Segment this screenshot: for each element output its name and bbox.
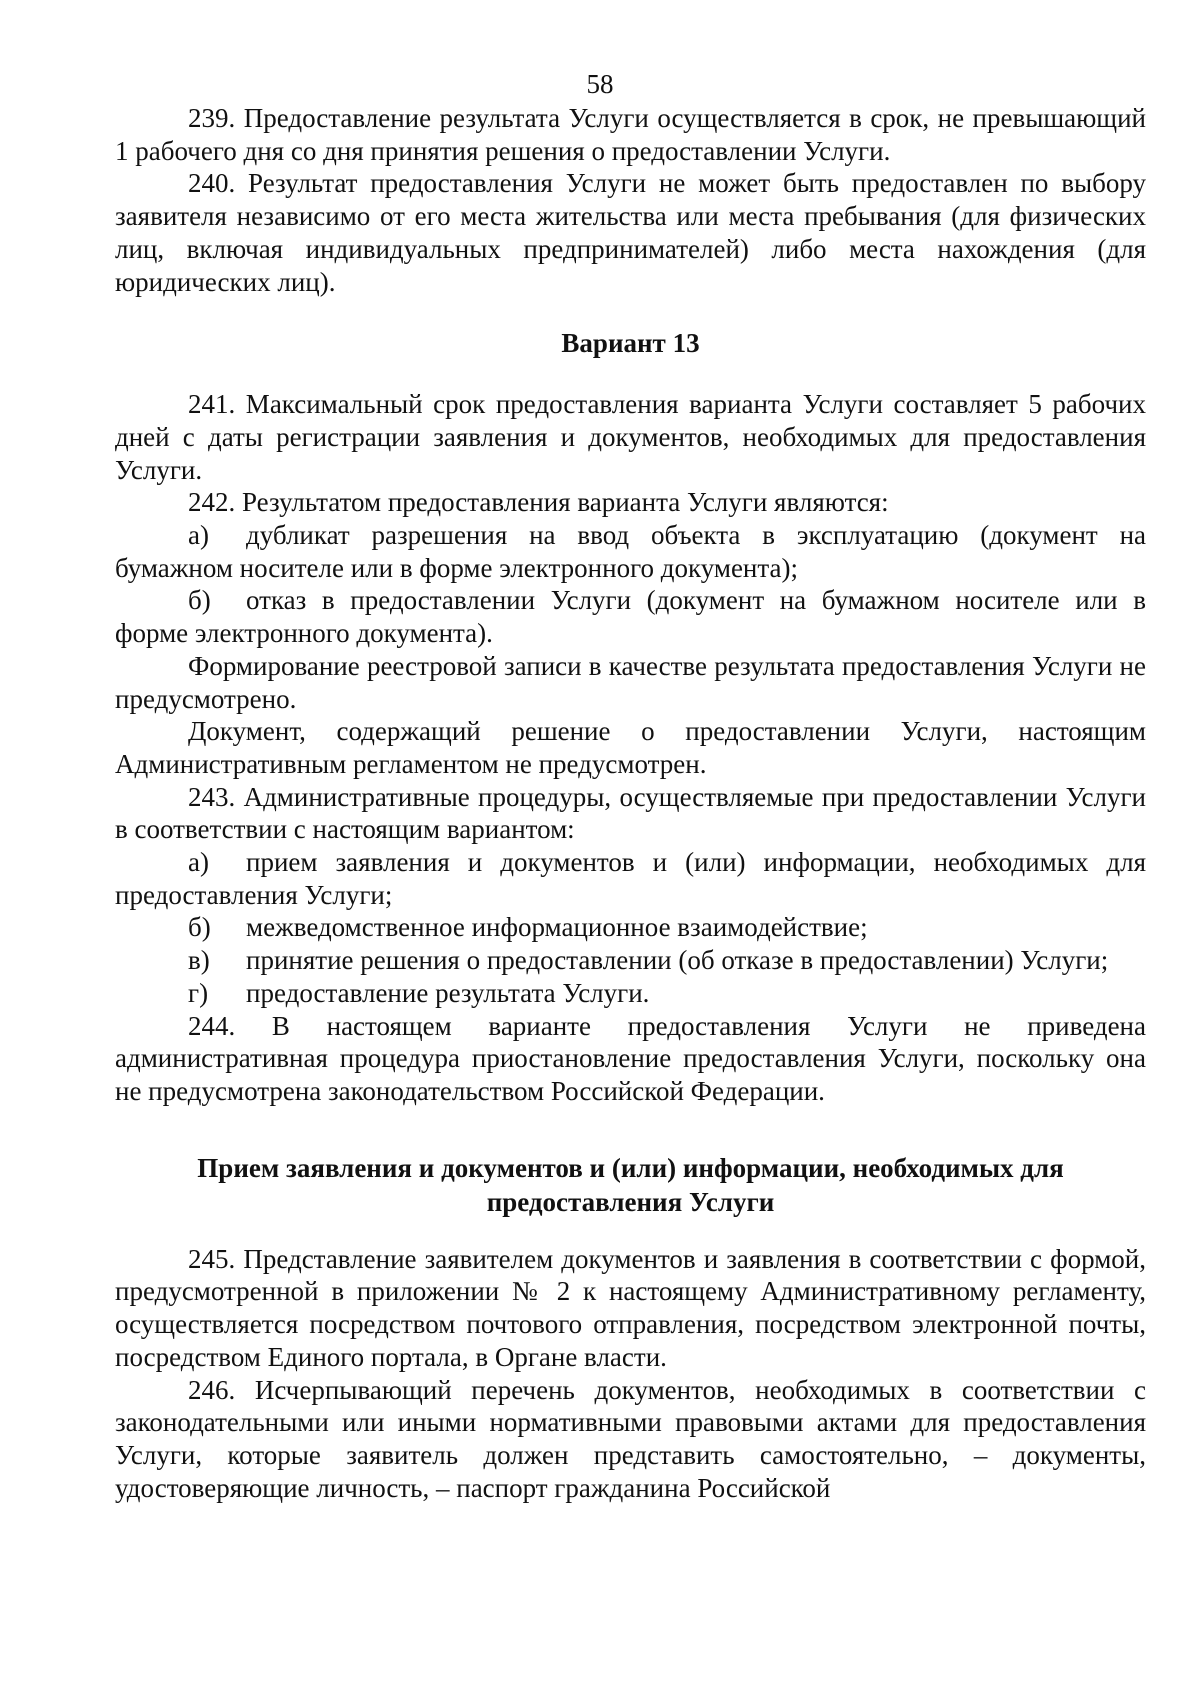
paragraph-239: 239. Предоставление результата Услуги осуществляется в срок, не превышающий 1 рабочего дня со дня принятия решения о предоставлении Услуги. (115, 103, 1146, 166)
section-heading-reception (115, 1151, 1146, 1219)
page-number: 58 (586, 69, 614, 99)
list-marker: б) (188, 585, 211, 616)
heading-line-2: предоставления Услуги (486, 1186, 775, 1217)
paragraph-240: 240. Результат предоставления Услуги не может быть предоставлен по выбору заявителя независимо от его места жительства или места пребывания (для физических лиц, включая индивидуальных предпринимателей) либо места нахождения (для юридических лиц). (115, 168, 1146, 297)
list-item-text: принятие решения о предоставлении (об отказе в предоставлении) Услуги; (246, 945, 1109, 976)
list-item-text: дубликат разрешения на ввод объекта в эксплуатацию (документ на бумажном носителе или в форме электронного документа); (115, 520, 1146, 583)
document-body (115, 102, 1146, 1504)
list-item-243b (115, 911, 1146, 944)
heading-line-1: Прием заявления и документов и (или) информации, необходимых для (197, 1152, 1064, 1183)
paragraph-241: 241. Максимальный срок предоставления варианта Услуги составляет 5 рабочих дней с даты регистрации заявления и документов, необходимых для предоставления Услуги. (115, 389, 1146, 485)
list-item-text: отказ в предоставлении Услуги (документ на бумажном носителе или в форме электронного документа). (115, 585, 1146, 649)
paragraph-243: 243. Административные процедуры, осуществляемые при предоставлении Услуги в соответствии с настоящим вариантом: (115, 781, 1146, 845)
list-item-242a (115, 519, 1146, 584)
paragraph-registry: Формирование реестровой записи в качестве результата предоставления Услуги не предусмотрено. (115, 650, 1146, 714)
list-item-242b (115, 584, 1146, 649)
list-marker: б) (188, 912, 211, 943)
paragraph-245: 245. Представление заявителем документов и заявления в соответствии с формой, предусмотренной в приложении № 2 к настоящему Административному регламенту, осуществляется посредством почтового отправления, посредством электронной почты, посредством Единого портала, в Органе власти. (115, 1243, 1146, 1372)
paragraph-242: 242. Результатом предоставления варианта Услуги являются: (188, 487, 889, 518)
list-marker: а) (188, 520, 209, 551)
list-marker: г) (188, 977, 209, 1008)
section-heading-variant: Вариант 13 (561, 328, 700, 359)
paragraph-document: Документ, содержащий решение о предоставлении Услуги, настоящим Административным регламентом не предусмотрен. (115, 716, 1146, 779)
list-item-243c (115, 944, 1146, 977)
list-item-243d (115, 977, 1146, 1010)
paragraph-246: 246. Исчерпывающий перечень документов, необходимых в соответствии с законодательными или иными нормативными правовыми актами для предоставления Услуги, которые заявитель должен представить самостоятельно, – документы, удостоверяющие личность, – паспорт гражданина Российской (115, 1374, 1146, 1503)
list-item-243a (115, 846, 1146, 911)
paragraph-244: 244. В настоящем варианте предоставления Услуги не приведена административная процедура приостановление предоставления Услуги, поскольку она не предусмотрена законодательством Российской Федерации. (115, 1010, 1146, 1106)
list-item-text: прием заявления и документов и (или) информации, необходимых для предоставления Услуги; (115, 847, 1146, 910)
list-marker: в) (188, 945, 210, 976)
list-marker: а) (188, 847, 209, 878)
list-item-text: межведомственное информационное взаимодействие; (246, 912, 868, 943)
list-item-text: предоставление результата Услуги. (246, 977, 650, 1008)
